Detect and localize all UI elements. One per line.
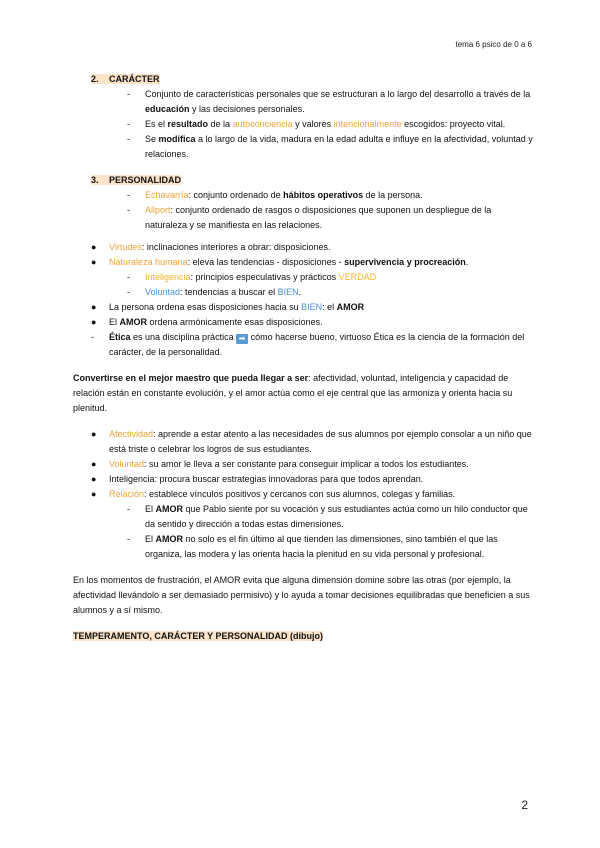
section-number: 2. xyxy=(91,74,99,84)
list-item: ● Virtudes: inclinaciones interiores a obrar: disposiciones. xyxy=(91,242,331,252)
list-item: ● La persona ordena esas disposiciones hacia su BIEN: el AMOR xyxy=(91,302,365,312)
page-number: 2 xyxy=(521,798,528,812)
list-item: - Inteligencia: principios especulativas y prácticos VERDAD xyxy=(127,272,377,282)
page-content xyxy=(73,72,533,644)
section-number: 3. xyxy=(91,175,99,185)
sub-list xyxy=(109,270,533,300)
list-item: - Echavarría: conjunto ordenado de hábitos operativos de la persona. xyxy=(127,190,423,200)
list-item: ● Afectividad: aprende a estar atento a las necesidades de sus alumnos por ejemplo consolar a un niño que está triste o celebrar los logros de sus estudiantes. xyxy=(91,429,532,454)
list-item: - Es el resultado de la autoconciencia y valores intencionalmente escogidos: proyecto vital. xyxy=(127,119,506,129)
sub-list xyxy=(109,502,533,562)
list-item: ● Naturaleza humana: eleva las tendencias - disposiciones - supervivencia y procreación. - Inteligencia: principios especulativas y prácticos VERDAD - Voluntad: tendencias a buscar el BIEN. xyxy=(73,255,533,300)
footer-heading: TEMPERAMENTO, CARÁCTER Y PERSONALIDAD (dibujo) xyxy=(73,631,324,641)
section-title: PERSONALIDAD xyxy=(109,175,182,185)
list-item: - Voluntad: tendencias a buscar el BIEN. xyxy=(127,287,302,297)
paragraph-frustracion: En los momentos de frustración, el AMOR evita que alguna dimensión domine sobre las otras (por ejemplo, la afectividad llevándolo a ser demasiado permisivo) y lo ayuda a tomar decisiones equilibradas que beneficien a sus alumnos y a sí mismo. xyxy=(73,575,530,615)
list-item: - El AMOR no solo es el fin último al que tienden las dimensiones, sino también el que las organiza, las modera y las orienta hacia la plenitud en su vida personal y profesional. xyxy=(127,534,498,559)
list-item: ● Inteligencia: procura buscar estrategias innovadoras para que todos aprendan. xyxy=(91,474,424,484)
list-item: ● El AMOR ordena armónicamente esas disposiciones. xyxy=(91,317,323,327)
list-item: - Ética es una disciplina práctica ➡ cómo hacerse bueno, virtuoso Ética es la ciencia de la formación del carácter, de la personalidad. xyxy=(91,332,525,357)
page-header: tema 6 psico de 0 a 6 xyxy=(455,40,532,49)
list-item: - Se modifica a lo largo de la vida, madura en la edad adulta e influye en la afectividad, voluntad y relaciones. xyxy=(127,134,533,159)
list-item: ● Voluntad: su amor le lleva a ser constante para conseguir implicar a todos los estudiantes. xyxy=(91,459,469,469)
list-item: ● Relación: establece vínculos positivos y cercanos con sus alumnos, colegas y familias. - El AMOR que Pablo siente por su vocación y sus estudiantes actúa como un hilo conductor que da sentido y dirección a todas estas dimensiones. - El AMOR no solo es el fin último al que tienden las dimensiones, sino también el que las organiza, las modera y las orienta hacia la plenitud en su vida personal y profesional. xyxy=(73,487,533,562)
list-item: - El AMOR que Pablo siente por su vocación y sus estudiantes actúa como un hilo conductor que da sentido y dirección a todas estas dimensiones. xyxy=(127,504,528,529)
caracter-list xyxy=(73,87,533,162)
section-caracter-heading xyxy=(91,72,533,87)
section-title: CARÁCTER xyxy=(109,74,160,84)
dimensions-list xyxy=(73,427,533,562)
virtues-list xyxy=(73,240,533,360)
list-item: - Conjunto de características personales que se estructuran a lo largo del desarrollo a través de la educación y las decisiones personales. xyxy=(127,89,531,114)
paragraph-convertirse: Convertirse en el mejor maestro que pueda llegar a ser: afectividad, voluntad, inteligencia y capacidad de relación están en constante evolución, y el amor actúa como el eje central que las armoniza y orienta hacia su plenitud. xyxy=(73,373,513,413)
arrow-right-icon: ➡ xyxy=(236,334,248,344)
personalidad-list xyxy=(73,188,533,233)
section-personalidad-heading xyxy=(91,173,533,188)
list-item: - Allport: conjunto ordenado de rasgos o disposiciones que suponen un despliegue de la naturaleza y se manifiesta en las relaciones. xyxy=(127,205,492,230)
